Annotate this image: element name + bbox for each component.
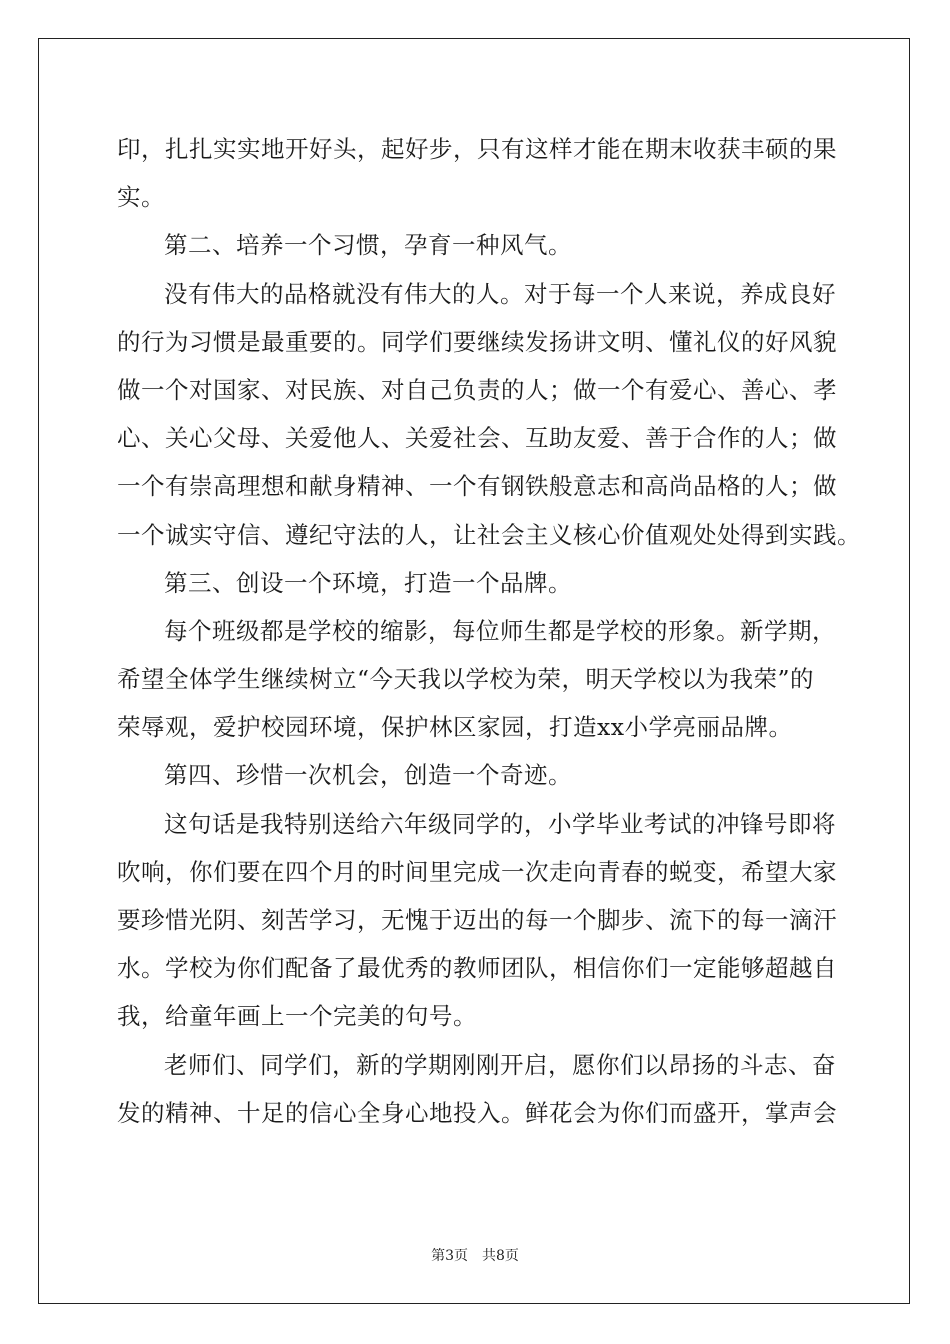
text-line-17: 要珍惜光阴、刻苦学习，无愧于迈出的每一个脚步、流下的每一滴汗 [117, 906, 837, 934]
section-heading-2: 第二、培养一个习惯，孕育一种风气。 [164, 231, 572, 260]
text-line-2: 实。 [117, 183, 165, 212]
text-line-4: 没有伟大的品格就没有伟大的人。对于每一个人来说，养成良好 [164, 279, 836, 308]
text-line-7: 心、关心父母、关爱他人、关爱社会、互助友爱、善于合作的人；做 [117, 424, 837, 453]
text-line-6: 做一个对国家、对民族、对自己负责的人；做一个有爱心、善心、孝 [117, 375, 837, 404]
page-number-current: 第3页 [431, 1248, 468, 1264]
text-line-18: 水。学校为你们配备了最优秀的教师团队，相信你们一定能够超越自 [117, 954, 837, 983]
page-number-total: 共8页 [482, 1248, 519, 1264]
text-line-5: 的行为习惯是最重要的。同学们要继续发扬讲文明、懂礼仪的好风貌 [117, 327, 837, 356]
document-body [117, 125, 861, 1137]
text-line-13: 荣辱观，爱护校园环境，保护林区家园，打造xx小学亮丽品牌。 [117, 713, 793, 742]
page-footer [0, 1245, 950, 1265]
text-line-20: 老师们、同学们，新的学期刚刚开启，愿你们以昂扬的斗志、奋 [164, 1050, 836, 1079]
text-line-11: 每个班级都是学校的缩影，每位师生都是学校的形象。新学期， [164, 616, 836, 645]
section-heading-3: 第三、创设一个环境，打造一个品牌。 [164, 568, 572, 597]
section-heading-4: 第四、珍惜一次机会，创造一个奇迹。 [164, 761, 572, 790]
text-line-9: 一个诚实守信、遵纪守法的人，让社会主义核心价值观处处得到实践。 [117, 520, 861, 549]
text-line-21: 发的精神、十足的信心全身心地投入。鲜花会为你们而盛开，掌声会 [117, 1098, 837, 1127]
text-line-15: 这句话是我特别送给六年级同学的，小学毕业考试的冲锋号即将 [164, 809, 836, 838]
text-line-12: 希望全体学生继续树立“今天我以学校为荣，明天学校以为我荣”的 [117, 665, 815, 694]
text-line-19: 我，给童年画上一个完美的句号。 [117, 1002, 477, 1031]
text-line-16: 吹响，你们要在四个月的时间里完成一次走向青春的蜕变，希望大家 [117, 857, 837, 886]
text-line-1: 印，扎扎实实地开好头，起好步，只有这样才能在期末收获丰硕的果 [117, 135, 837, 163]
text-line-8: 一个有崇高理想和献身精神、一个有钢铁般意志和高尚品格的人；做 [117, 472, 837, 501]
